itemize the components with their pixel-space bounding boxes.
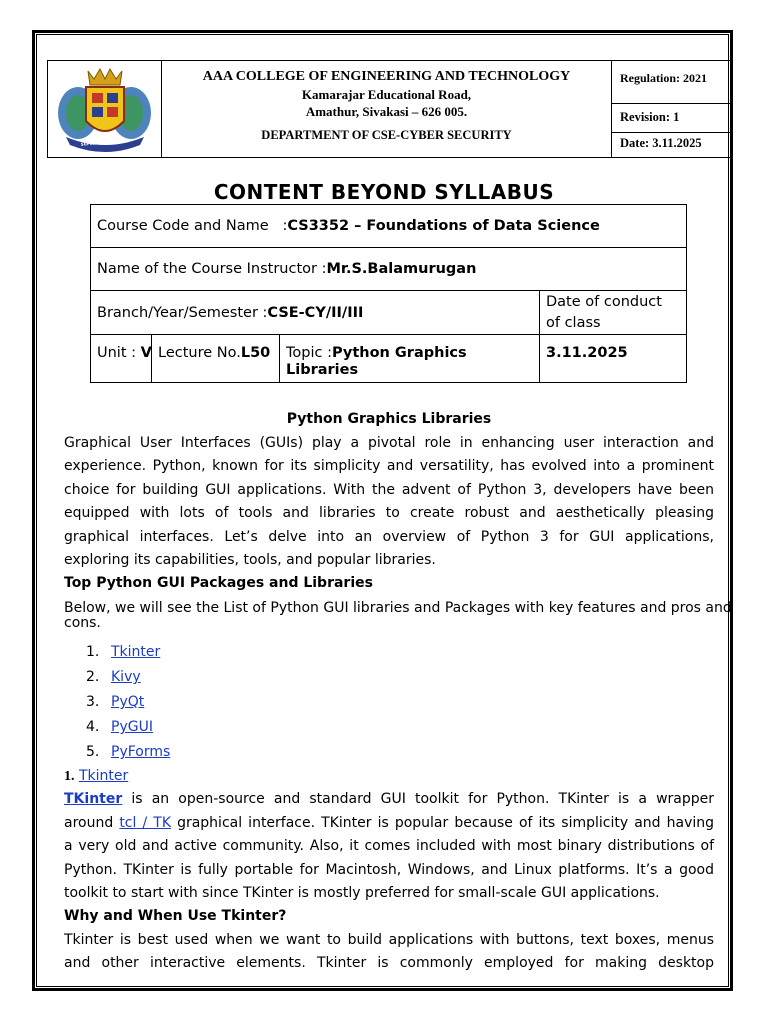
tk-line-5: toolkit to start with since TKinter is mostly preferred for small-scale GUI applications. [64, 885, 660, 902]
course-info-table [90, 204, 687, 383]
lecture-cell [152, 335, 280, 382]
link-pygui[interactable]: PyGUI [111, 719, 153, 735]
unit-lecture-topic-cell [91, 335, 540, 383]
tk-line-1-text: is an open-source and standard GUI toolkit for Python. TKinter is a wrapper [122, 791, 714, 808]
branch-value: CSE-CY/II/III [267, 304, 364, 321]
department-name: DEPARTMENT OF CSE-CYBER SECURITY [261, 128, 512, 142]
link-pyforms[interactable]: PyForms [111, 744, 171, 760]
list-num: 2. [86, 669, 100, 685]
section-1-num: 1. [64, 769, 75, 784]
instructor-value: Mr.S.Balamurugan [326, 261, 477, 277]
tkinter-bold-link[interactable]: TKinter [64, 791, 123, 808]
topic-label: Topic : [286, 345, 332, 361]
tkinter-section [64, 765, 714, 976]
course-label: Course Code and Name : [97, 218, 288, 234]
link-pyqt[interactable]: PyQt [111, 694, 145, 710]
lecture-value: L50 [240, 345, 271, 361]
page-title: CONTENT BEYOND SYLLABUS [213, 180, 555, 204]
list-item [86, 740, 386, 765]
list-item [86, 665, 386, 690]
revision: Revision: 1 [612, 104, 731, 133]
section-1-link[interactable]: Tkinter [78, 768, 129, 784]
link-tk[interactable]: TK [153, 814, 171, 831]
date-of-conduct-value: 3.11.2025 [546, 345, 628, 361]
lecture-label: Lecture No. [158, 345, 241, 361]
list-num: 3. [86, 694, 100, 710]
branch-row [91, 291, 540, 335]
list-num: 4. [86, 719, 100, 735]
tk-line-1 [64, 788, 714, 811]
address-line-2: Amathur, Sivakasi – 626 005. [305, 104, 468, 119]
list-item [86, 715, 386, 740]
link-tkinter[interactable]: Tkinter [111, 644, 161, 660]
list-item [86, 640, 386, 665]
link-kivy[interactable]: Kivy [111, 669, 141, 685]
college-logo [48, 61, 162, 157]
tk-line-2-text: graphical interface. TKinter is popular because of its simplicity and having [171, 814, 715, 831]
intro-line-3: choice for building GUI applications. With the advent of Python 3, developers have been [64, 481, 714, 498]
unit-value: V [140, 345, 152, 361]
why-line-1: Tkinter is best used when we want to build applications with buttons, text boxes, menus [64, 931, 714, 948]
logo-ribbon-text: SUPER ACHIEVEMENT [80, 138, 130, 147]
why-heading [64, 905, 714, 928]
tk-line-4: Python. TKinter is fully portable for Macintosh, Windows, and Linux platforms. It’s a good [64, 861, 714, 878]
why-line-2: and other interactive elements. Tkinter is commonly employed for making desktop [64, 955, 714, 972]
packages-heading-text: Top Python GUI Packages and Libraries [64, 575, 373, 592]
address-line-1: Kamarajar Educational Road, [301, 87, 472, 102]
course-row [91, 205, 687, 248]
tk-line-2-pre: around [64, 814, 120, 831]
content-heading [64, 408, 714, 431]
date-value-cell [540, 335, 687, 383]
letterhead-center [162, 61, 611, 157]
date-label-cell [540, 291, 687, 335]
intro-line-1: Graphical User Interfaces (GUIs) play a pivotal role in enhancing user interaction and [64, 435, 714, 451]
header-date: Date: 3.11.2025 [620, 136, 702, 150]
intro-line-6: exploring its capabilities, tools, and popular libraries. [64, 552, 436, 569]
intro-line-5: graphical interfaces. Let’s delve into an overview of Python 3 for GUI applications, [64, 528, 714, 545]
list-num: 5. [86, 744, 100, 760]
list-item [86, 690, 386, 715]
unit-cell [91, 335, 152, 382]
link-separator[interactable]: / [136, 814, 154, 831]
intro-paragraph [64, 432, 714, 596]
link-tcl[interactable]: tcl [119, 814, 137, 831]
unit-label: Unit : [97, 345, 141, 361]
instructor-label: Name of the Course Instructor : [97, 261, 327, 277]
why-heading-text: Why and When Use Tkinter? [64, 908, 287, 925]
list-num: 1. [86, 644, 100, 660]
date-of-conduct-label: Date of conduct of class [546, 293, 662, 331]
tk-line-3: a very old and active community. Also, it comes included with most binary distributions of [64, 838, 714, 855]
section-1-heading [64, 765, 714, 788]
content-heading-text: Python Graphics Libraries [286, 411, 492, 427]
instructor-row [91, 248, 687, 291]
packages-heading [64, 572, 714, 595]
letterhead [47, 60, 731, 158]
course-value: CS3352 – Foundations of Data Science [287, 218, 600, 234]
intro-line-4: equipped with lots of tools and libraries to create robust and aesthetically pleasing [64, 505, 714, 522]
college-name: AAA COLLEGE OF ENGINEERING AND TECHNOLOGY [202, 69, 571, 84]
regulation: Regulation: 2021 [612, 61, 731, 104]
branch-label: Branch/Year/Semester : [97, 304, 268, 321]
document-control [611, 61, 731, 157]
intro-line-2: experience. Python, known for its simplicity and versatility, has evolved into a prominent [64, 458, 714, 475]
topic-cell [280, 335, 539, 382]
library-list [86, 640, 386, 765]
topic-value: Python Graphics Libraries [286, 345, 467, 378]
packages-intro: Below, we will see the List of Python GUI libraries and Packages with key features and pros and cons. [64, 600, 732, 631]
tk-line-2 [64, 812, 714, 835]
